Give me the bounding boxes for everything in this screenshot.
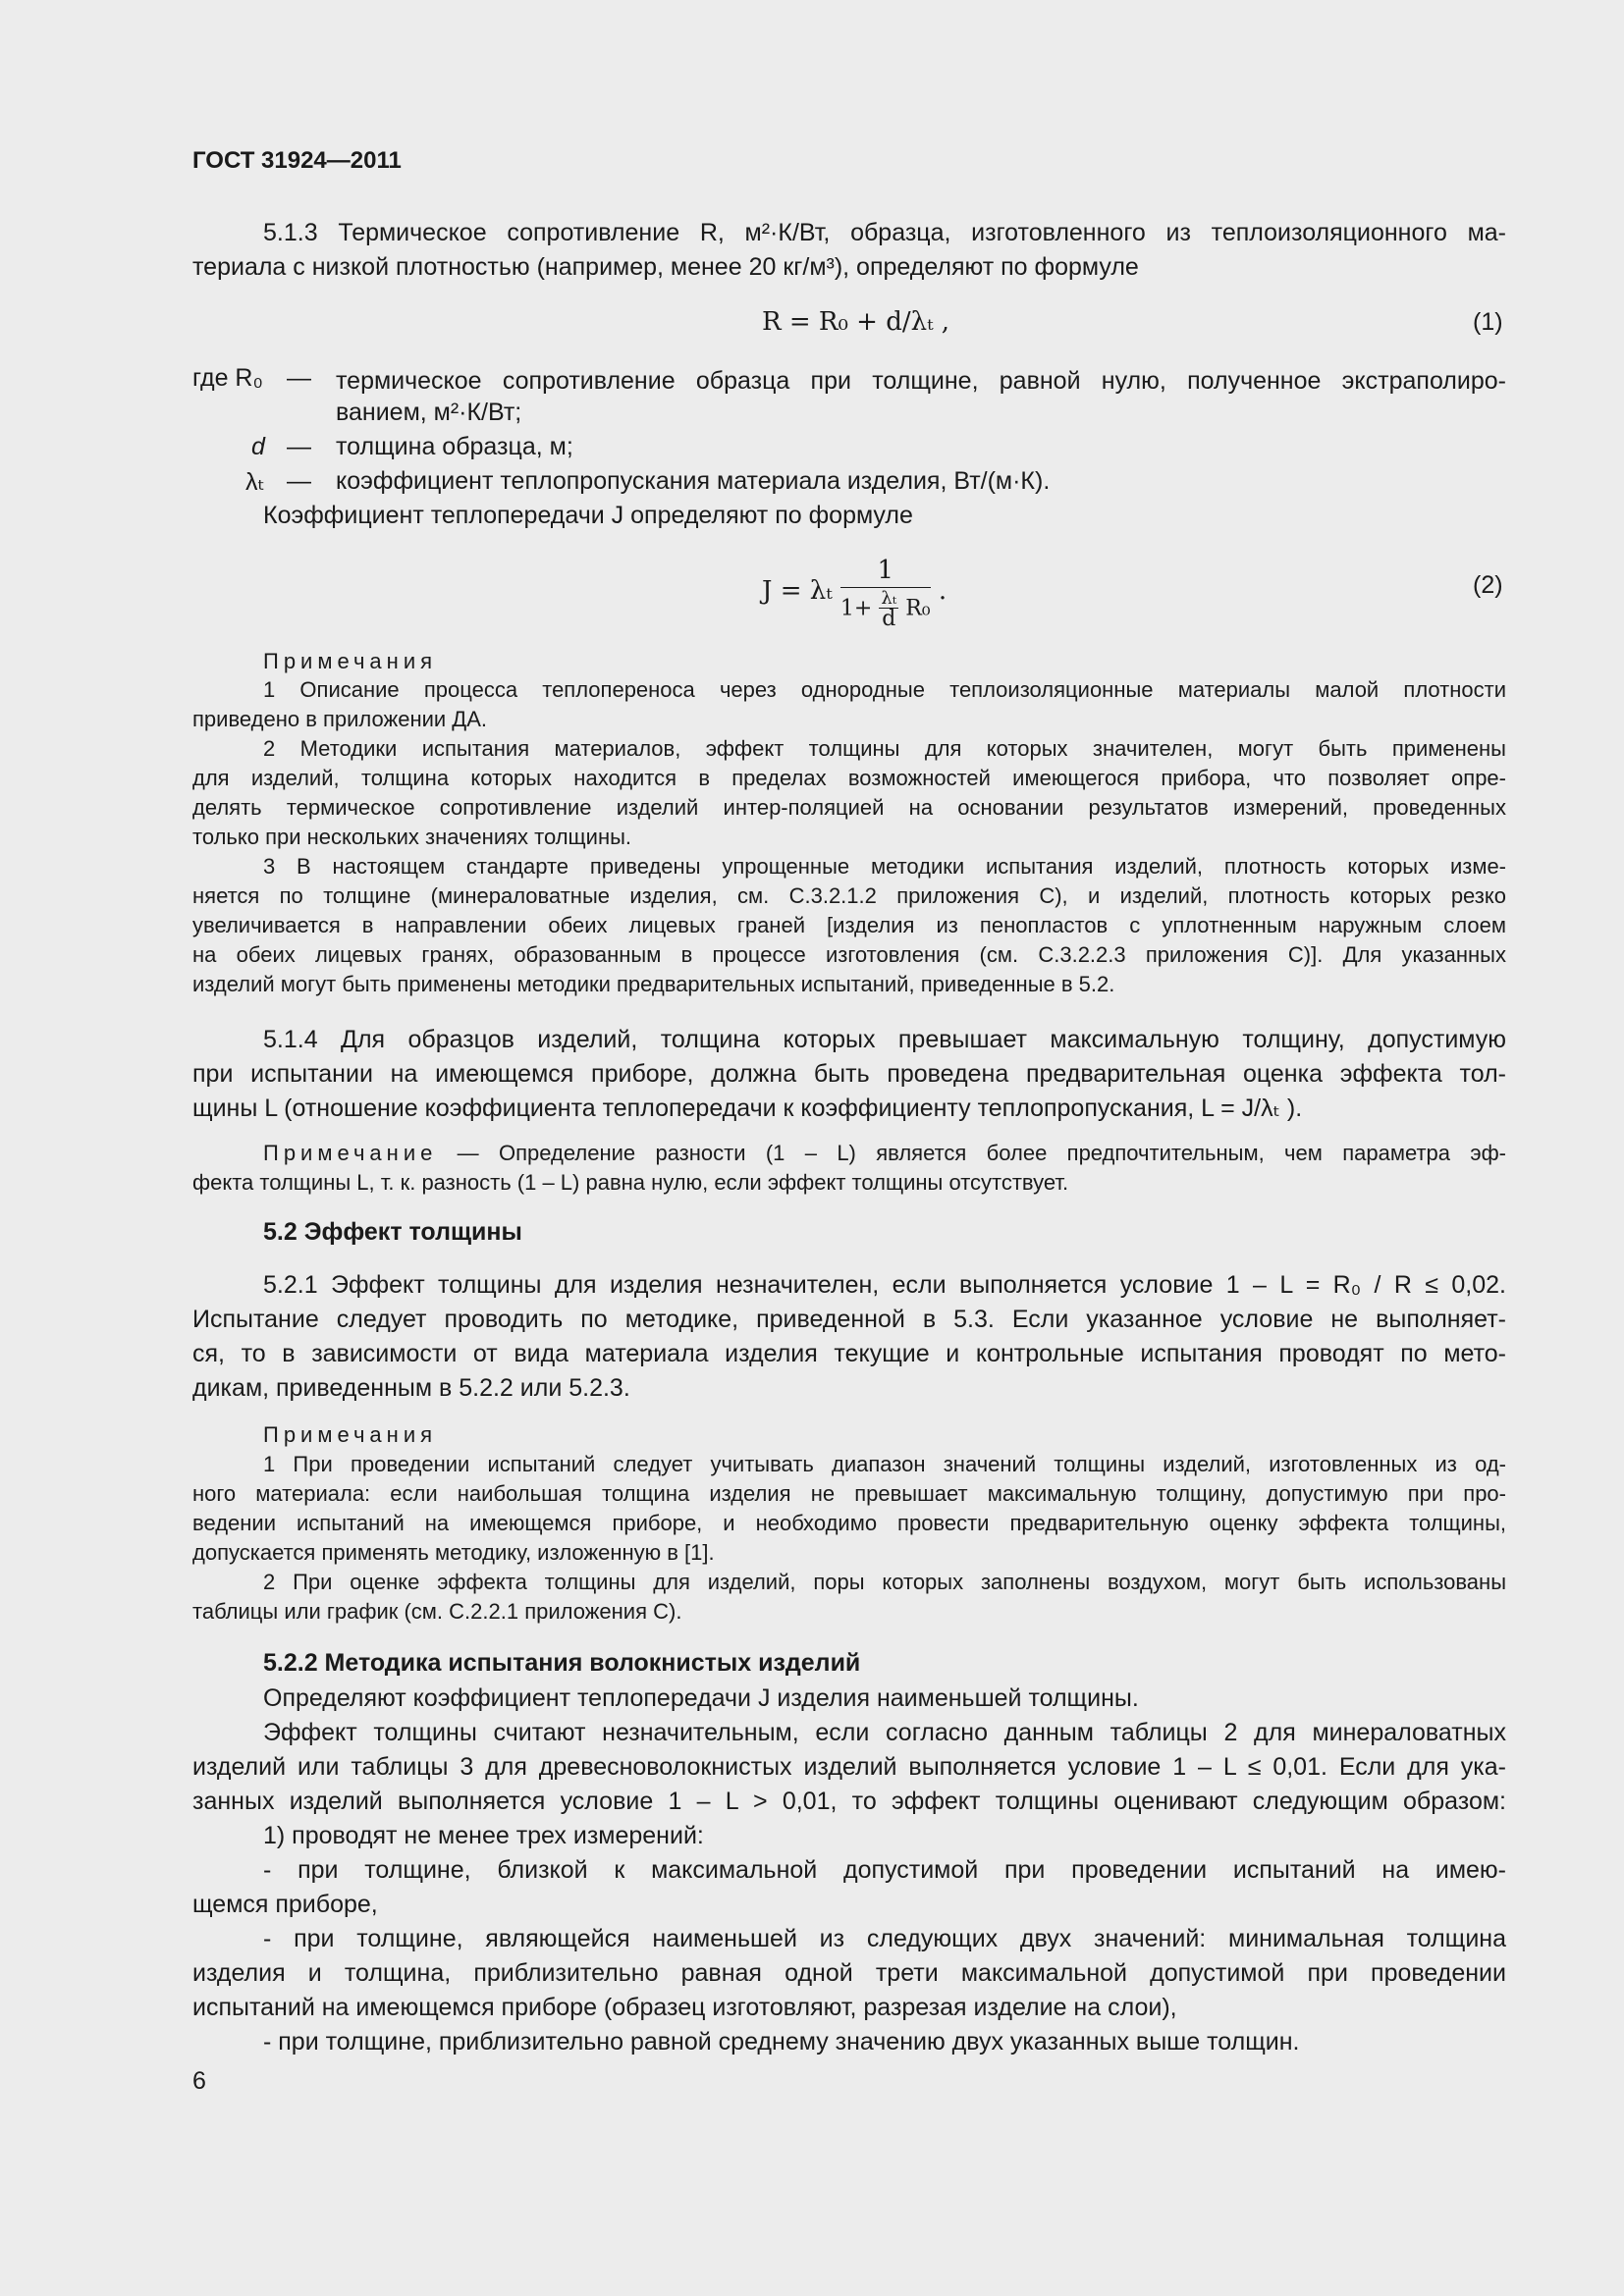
section-5-1-4 (192, 1023, 1506, 1126)
note-line (192, 1139, 1506, 1168)
bullet-line: - при толщине, являющейся наименьшей из следующих двух значений: минимальная толщина (263, 1925, 1506, 1952)
paragraph-line: дикам, приведенным в 5.2.2 или 5.2.3. (192, 1374, 630, 1402)
where-dash: — (287, 467, 311, 495)
formula-1: R = R₀ + d/λₜ , (762, 307, 950, 337)
note-5-1-4 (192, 1139, 1506, 1198)
section-5-1-3 (192, 216, 1506, 285)
document-header: ГОСТ 31924—2011 (192, 147, 402, 174)
bullet-line: - при толщине, близкой к максимальной допустимой при проведении испытаний на имею- (263, 1856, 1506, 1884)
section-5-2-1 (192, 1268, 1506, 1406)
denominator-fraction (879, 588, 898, 631)
bullet-line: испытаний на имеющемся приборе (образец изготовляют, разрезая изделие на слои), (192, 1994, 1177, 2021)
paragraph-line: Эффект толщины считают незначительным, если согласно данным таблицы 2 для минераловатных (263, 1719, 1506, 1746)
where-d-desc: толщина образца, м; (336, 433, 573, 460)
paragraph-line: при испытании на имеющемся приборе, должна быть проведена предварительная оценка эффекта тол- (192, 1060, 1506, 1088)
formula-2 (762, 556, 947, 631)
paragraph-line: 5.2.1 Эффект толщины для изделия незначителен, если выполняется условие 1 – L = R₀ / R ≤ 0,02. (263, 1271, 1506, 1299)
note-line: 2 При оценке эффекта толщины для изделий, поры которых заполнены воздухом, могут быть использованы (263, 1570, 1506, 1594)
where-dash: — (287, 433, 311, 460)
list-item: 1) проводят не менее трех измерений: (263, 1822, 704, 1849)
where-lambda-symbol: λₜ (245, 468, 265, 496)
note-line: фекта толщины L, т. к. разность (1 – L) равна нулю, если эффект толщины отсутствует. (192, 1170, 1069, 1195)
note-line: таблицы или график (см. С.2.2.1 приложения С). (192, 1599, 682, 1624)
formula-2-trail: . (938, 576, 947, 606)
note-label: Примечание (263, 1141, 438, 1165)
note-line: допускается применять методику, изложенную в [1]. (192, 1540, 715, 1565)
equation-number-2: (2) (1473, 571, 1503, 599)
note-line: няется по толщине (минераловатные изделия, см. С.3.2.1.2 приложения С), и изделий, плотность которых резко (192, 883, 1506, 908)
note-line: 1 При проведении испытаний следует учитывать диапазон значений толщины изделий, изготовленных из од- (263, 1452, 1506, 1476)
paragraph-line: 5.1.3 Термическое сопротивление R, м²·К/Вт, образца, изготовленного из теплоизоляционного ма- (263, 219, 1506, 246)
note-line: 1 Описание процесса теплопереноса через однородные теплоизоляционные материалы малой плотности (263, 677, 1506, 702)
page-number: 6 (192, 2067, 206, 2095)
note-line: ведении испытаний на имеющемся приборе, и необходимо провести предварительную оценку эффекта толщины, (192, 1511, 1506, 1535)
where-prefix: где R₀ (192, 364, 263, 392)
section-heading-5-2-2: 5.2.2 Методика испытания волокнистых изделий (263, 1649, 861, 1677)
bullet-line: щемся приборе, (192, 1891, 378, 1918)
note-line: ного материала: если наибольшая толщина изделия не превышает максимальную толщину, допустимую при про- (192, 1481, 1506, 1506)
paragraph-line: щины L (отношение коэффициента теплопередачи к коэффициенту теплопропускания, L = J/λₜ ). (192, 1095, 1303, 1122)
formula-2-fraction (839, 556, 931, 631)
notes-title: Примечания (263, 649, 438, 673)
where-r0-line2: ванием, м²·К/Вт; (336, 399, 522, 426)
where-dash: — (287, 364, 311, 392)
note-line: только при нескольких значениях толщины. (192, 825, 632, 849)
note-line: для изделий, толщина которых находится в пределах возможностей имеющегося прибора, что позволяет опре- (192, 766, 1506, 790)
notes-block-2 (192, 1450, 1506, 1627)
paragraph-line: Испытание следует проводить по методике, приведенной в 5.3. Если указанное условие не выполняет- (192, 1306, 1506, 1333)
note-line: изделий могут быть применены методики предварительных испытаний, приведенные в 5.2. (192, 972, 1115, 996)
denominator-prefix: 1+ (839, 596, 873, 621)
note-line: на обеих лицевых гранях, образованным в процессе изготовления (см. С.3.2.2.3 приложения С)]. Для указанных (192, 942, 1506, 967)
bullet-line: - при толщине, приблизительно равной среднему значению двух указанных выше толщин. (263, 2028, 1300, 2056)
notes-block-1 (192, 675, 1506, 999)
note-line: 3 В настоящем стандарте приведены упрощенные методики испытания изделий, плотность которых изме- (263, 854, 1506, 879)
note-line: приведено в приложении ДА. (192, 707, 487, 731)
notes-title: Примечания (263, 1422, 438, 1447)
paragraph-line: занных изделий выполняется условие 1 – L > 0,01, то эффект толщины оценивают следующим образом: (192, 1788, 1506, 1815)
where-lambda-desc: коэффициент теплопропускания материала изделия, Вт/(м·К). (336, 467, 1051, 495)
paragraph-line: териала с низкой плотностью (например, менее 20 кг/м³), определяют по формуле (192, 253, 1139, 281)
section-5-2-2 (192, 1682, 1506, 2059)
note-text: — Определение разности (1 – L) является более предпочтительным, чем параметра эф- (437, 1141, 1506, 1165)
coefficient-text: Коэффициент теплопередачи J определяют по формуле (263, 502, 913, 529)
paragraph-line: Определяют коэффициент теплопередачи J изделия наименьшей толщины. (263, 1684, 1139, 1712)
formula-2-denominator (839, 588, 931, 631)
bullet-line: изделия и толщина, приблизительно равная одной трети максимальной допустимой при проведении (192, 1959, 1506, 1987)
note-line: делять термическое сопротивление изделий интер-поляцией на основании результатов измерений, проведенных (192, 795, 1506, 820)
denominator-suffix: R₀ (905, 596, 931, 621)
note-line: 2 Методики испытания материалов, эффект толщины для которых значителен, могут быть применены (263, 736, 1506, 761)
where-d-symbol: d (251, 433, 265, 460)
paragraph-line: изделий или таблицы 3 для древесноволокнистых изделий выполняется условие 1 – L ≤ 0,01. Если для ука- (192, 1753, 1506, 1781)
paragraph-line: 5.1.4 Для образцов изделий, толщина которых превышает максимальную толщину, допустимую (263, 1026, 1506, 1053)
where-r0-line1: термическое сопротивление образца при толщине, равной нулю, полученное экстраполиро- (336, 367, 1506, 395)
denominator-fraction-num: λₜ (881, 588, 897, 609)
denominator-fraction-den: d (882, 607, 896, 631)
formula-2-numerator: 1 (840, 556, 931, 588)
formula-2-lhs: J = λₜ (762, 576, 833, 606)
paragraph-line: ся, то в зависимости от вида материала изделия текущие и контрольные испытания проводят по мето- (192, 1340, 1506, 1367)
section-heading-5-2: 5.2 Эффект толщины (263, 1218, 522, 1246)
equation-number-1: (1) (1473, 308, 1503, 336)
note-line: увеличивается в направлении обеих лицевых граней [изделия из пенопластов с уплотненным наружным слоем (192, 913, 1506, 937)
